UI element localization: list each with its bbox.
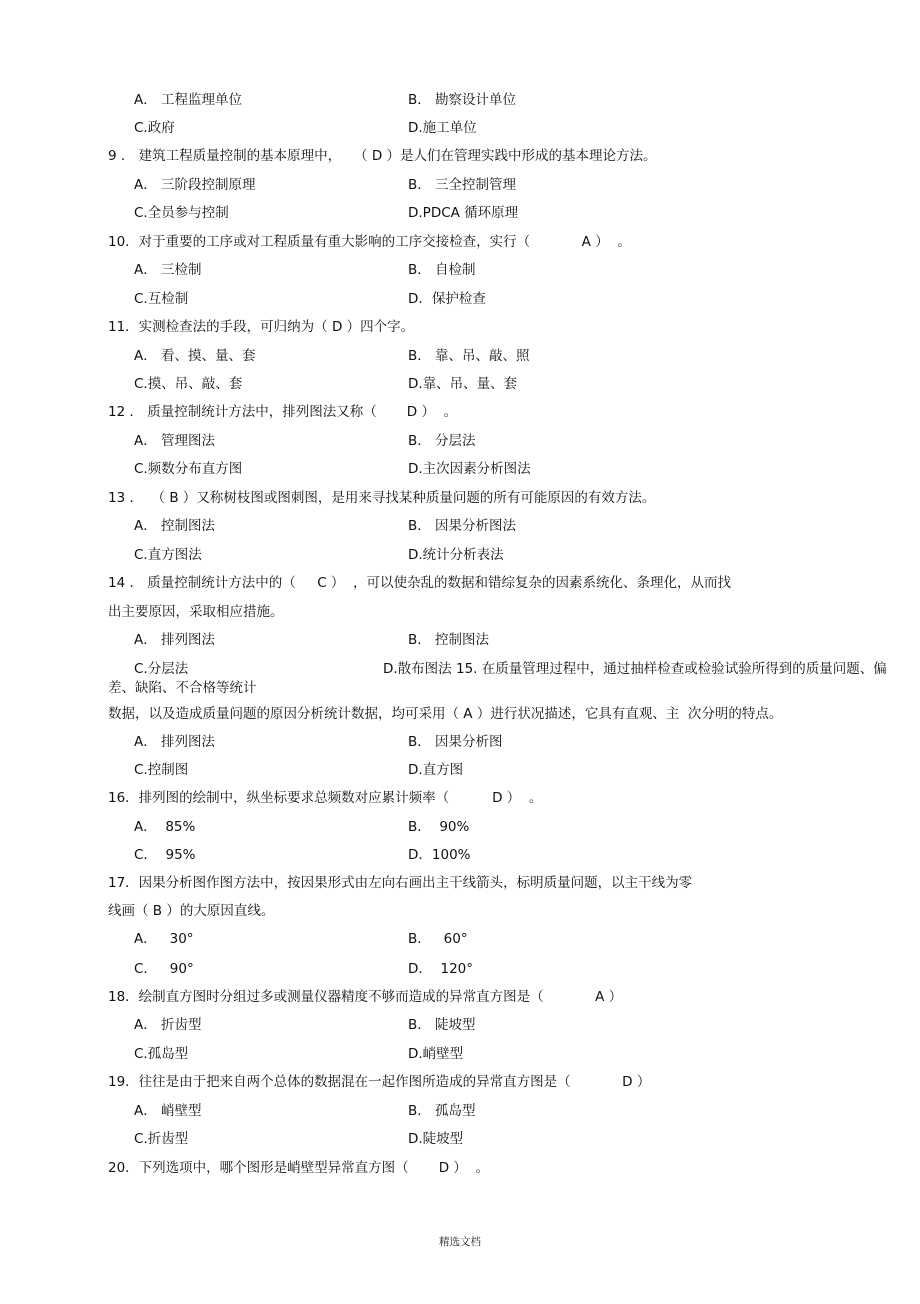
question-line: 17．因果分析图作图方法中，按因果形式由左向右画出主干线箭头，标明质量问题，以主干线为零 [108,875,693,891]
question-line: 18．绘制直方图时分组过多或测量仪器精度不够而造成的异常直方图是（ A ） [108,989,623,1005]
option-line: A． 三检制 [134,262,202,278]
question-line: 线画（ B ）的大原因直线。 [108,903,275,919]
option-line: D．保护检查 [408,291,486,307]
option-line: B． 孤岛型 [408,1103,476,1119]
option-line: A． 排列图法 [134,734,216,750]
option-line: B． 自检制 [408,262,476,278]
option-line: D.PDCA 循环原理 [408,205,519,221]
question-line: 数据，以及造成质量问题的原因分析统计数据，均可采用（ A ）进行状况描述，它具有直观、主 次分明的特点。 [108,706,783,722]
question-line: 20．下列选项中，哪个图形是峭壁型异常直方图（ D ） 。 [108,1160,489,1176]
option-line: B． 分层法 [408,433,476,449]
option-line: D.峭壁型 [408,1046,464,1062]
question-line: 差、缺陷、不合格等统计 [108,680,257,696]
option-line: C.全员参与控制 [134,205,229,221]
option-line: A． 峭壁型 [134,1103,202,1119]
option-line: B． 因果分析图法 [408,518,517,534]
option-line: D.陡坡型 [408,1131,464,1147]
option-line: C． 90° [134,961,194,977]
option-line: B． 三全控制管理 [408,177,517,193]
option-line: D.施工单位 [408,120,477,136]
option-line: D.主次因素分析图法 [408,461,531,477]
question-line: 9 ． 建筑工程质量控制的基本原理中， （ D ）是人们在管理实践中形成的基本理论方法。 [108,148,657,164]
option-line: B． 90% [408,819,470,835]
option-line: A． 排列图法 [134,632,216,648]
option-line: A． 控制图法 [134,518,216,534]
option-line: A． 管理图法 [134,433,216,449]
option-line: C.折齿型 [134,1131,189,1147]
option-line: A． 三阶段控制原理 [134,177,256,193]
question-line: 12 ． 质量控制统计方法中，排列图法又称（ D ） 。 [108,404,458,420]
option-line: A． 30° [134,931,194,947]
option-line: D.散布图法 15. 在质量管理过程中，通过抽样检查或检验试验所得到的质量问题、偏 [383,661,887,677]
question-line: 16．排列图的绘制中，纵坐标要求总频数对应累计频率（ D ） 。 [108,790,543,806]
option-line: D．100% [408,847,471,863]
question-line: 10．对于重要的工序或对工程质量有重大影响的工序交接检查，实行（ A ） 。 [108,234,631,250]
option-line: C． 95% [134,847,196,863]
option-line: B． 60° [408,931,468,947]
option-line: C.控制图 [134,762,189,778]
option-line: C.频数分布直方图 [134,461,243,477]
question-line: 出主要原因，采取相应措施。 [108,604,284,620]
question-line: 19．往往是由于把来自两个总体的数据混在一起作图所造成的异常直方图是（ D ） [108,1074,651,1090]
option-line: D.靠、吊、量、套 [408,376,518,392]
option-line: D． 120° [408,961,473,977]
option-line: C.摸、吊、敲、套 [134,376,243,392]
option-line: C.互检制 [134,291,189,307]
option-line: B． 勘察设计单位 [408,92,517,108]
option-line: A． 看、摸、量、套 [134,348,256,364]
option-line: B． 控制图法 [408,632,490,648]
option-line: B． 靠、吊、敲、照 [408,348,530,364]
option-line: D.直方图 [408,762,464,778]
option-line: A． 85% [134,819,196,835]
option-line: C.直方图法 [134,547,202,563]
option-line: A． 折齿型 [134,1017,202,1033]
option-line: D.统计分析表法 [408,547,504,563]
option-line: C.政府 [134,120,175,136]
option-line: C.分层法 [134,661,189,677]
question-line: 13 ． （ B ）又称树枝图或图刺图，是用来寻找某种质量问题的所有可能原因的有效方法。 [108,490,656,506]
page-footer: 精选文档 [439,1236,481,1248]
option-line: C.孤岛型 [134,1046,189,1062]
question-line: 11．实测检查法的手段，可归纳为（ D ）四个字。 [108,319,415,335]
option-line: A． 工程监理单位 [134,92,243,108]
option-line: B． 因果分析图 [408,734,503,750]
question-line: 14 ． 质量控制统计方法中的（ C ） ，可以使杂乱的数据和错综复杂的因素系统化、条理化，从而找 [108,575,732,591]
option-line: B． 陡坡型 [408,1017,476,1033]
